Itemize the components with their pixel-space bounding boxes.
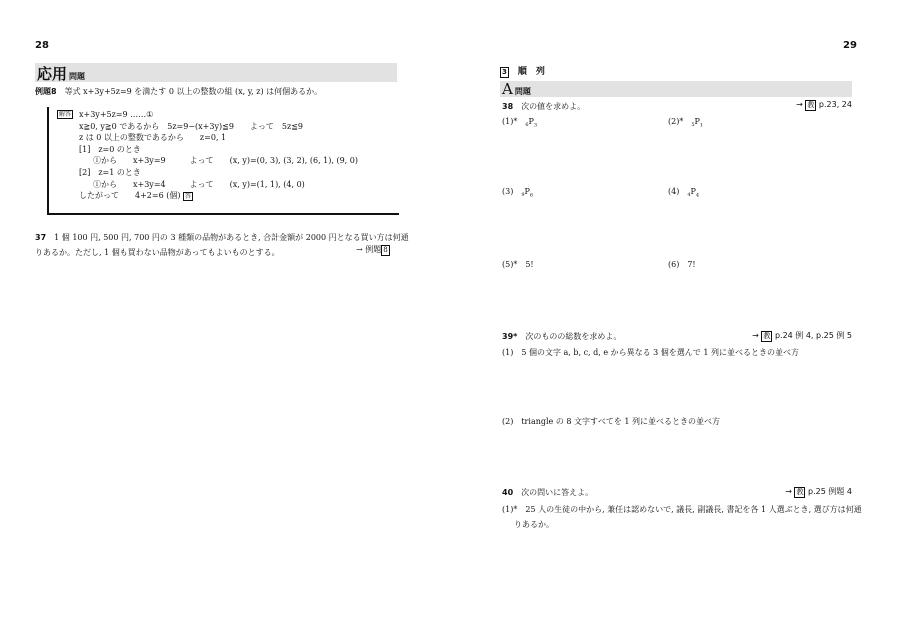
item-38-2: (2)* $_5P_1$ [668, 117, 704, 129]
item-38-4: (4) $_4P_4$ [668, 187, 700, 199]
example-8: 例題8 等式 x+3y+5z=9 を満たす 0 以上の整数の組 (x, y, z) は何個あるか。 [35, 87, 323, 96]
page-number-left: 28 [35, 40, 49, 51]
problem-38-ref: → 教 p.23, 24 [796, 100, 852, 109]
item-38-6: (6) 7! [668, 260, 696, 269]
item-38-3: (3) $_9P_6$ [502, 187, 534, 199]
section-a-title: A問題 [502, 80, 531, 98]
solution-box [47, 107, 399, 215]
problem-40-ref: → 教 p.25 例題 4 [785, 487, 852, 496]
problem-37-ref: → 例題 8 [356, 245, 388, 254]
problem-40: 40 次の問いに答えよ。 [502, 488, 594, 497]
item-38-1: (1)* $_6P_3$ [502, 117, 538, 129]
page-number-right: 29 [843, 40, 857, 51]
chapter-heading: 3 順 列 [502, 67, 545, 77]
problem-39: 39* 次のものの総数を求めよ。 [502, 332, 622, 341]
section-a-bar [500, 81, 852, 97]
section-title: 応用 問題 [37, 65, 86, 83]
item-39-2: (2) triangle の 8 文字すべてを 1 列に並べるときの並べ方 [502, 417, 721, 426]
item-40-1: (1)* 25 人の生徒の中から, 兼任は認めないで, 議長, 副議長, 書記を各 1 人選ぶとき, 選び方は何通 りあるか。 [502, 505, 862, 529]
answer-tag: 答 [185, 193, 192, 201]
problem-38: 38 次の値を求めよ。 [502, 102, 586, 111]
item-38-5: (5)* 5! [502, 260, 534, 269]
problem-39-ref: → 教 p.24 例 4, p.25 例 5 [752, 331, 852, 340]
solution-lines: x+3y+5z=9 ……① x≧0, y≧0 であるから 5z=9−(x+3y)≦9 よって 5z≦9 z は 0 以上の整数であるから z=0, 1 [1] z=0 のとき ①から x+3y=9 よって (x, y)=(0, 3), (3, 2), (6, 1), (9, 0) [2] z=1 のとき ①から x+3y=4 よって (x, y)=(1, 1), (4, 0) したがって 4+2=6 (個) 答 [79, 110, 358, 201]
item-39-1: (1) 5 個の文字 a, b, c, d, e から異なる 3 個を選んで 1 列に並べるときの並べ方 [502, 348, 799, 357]
section-header-bar [35, 63, 397, 82]
problem-37: 37 1 個 100 円, 500 円, 700 円の 3 種類の品物があるとき, 合計金額が 2000 円となる買い方は何通 りあるか。ただし, 1 個も買わない品物があってもよいものとする。 [35, 233, 409, 257]
solution-tag: 解答 [59, 111, 72, 118]
